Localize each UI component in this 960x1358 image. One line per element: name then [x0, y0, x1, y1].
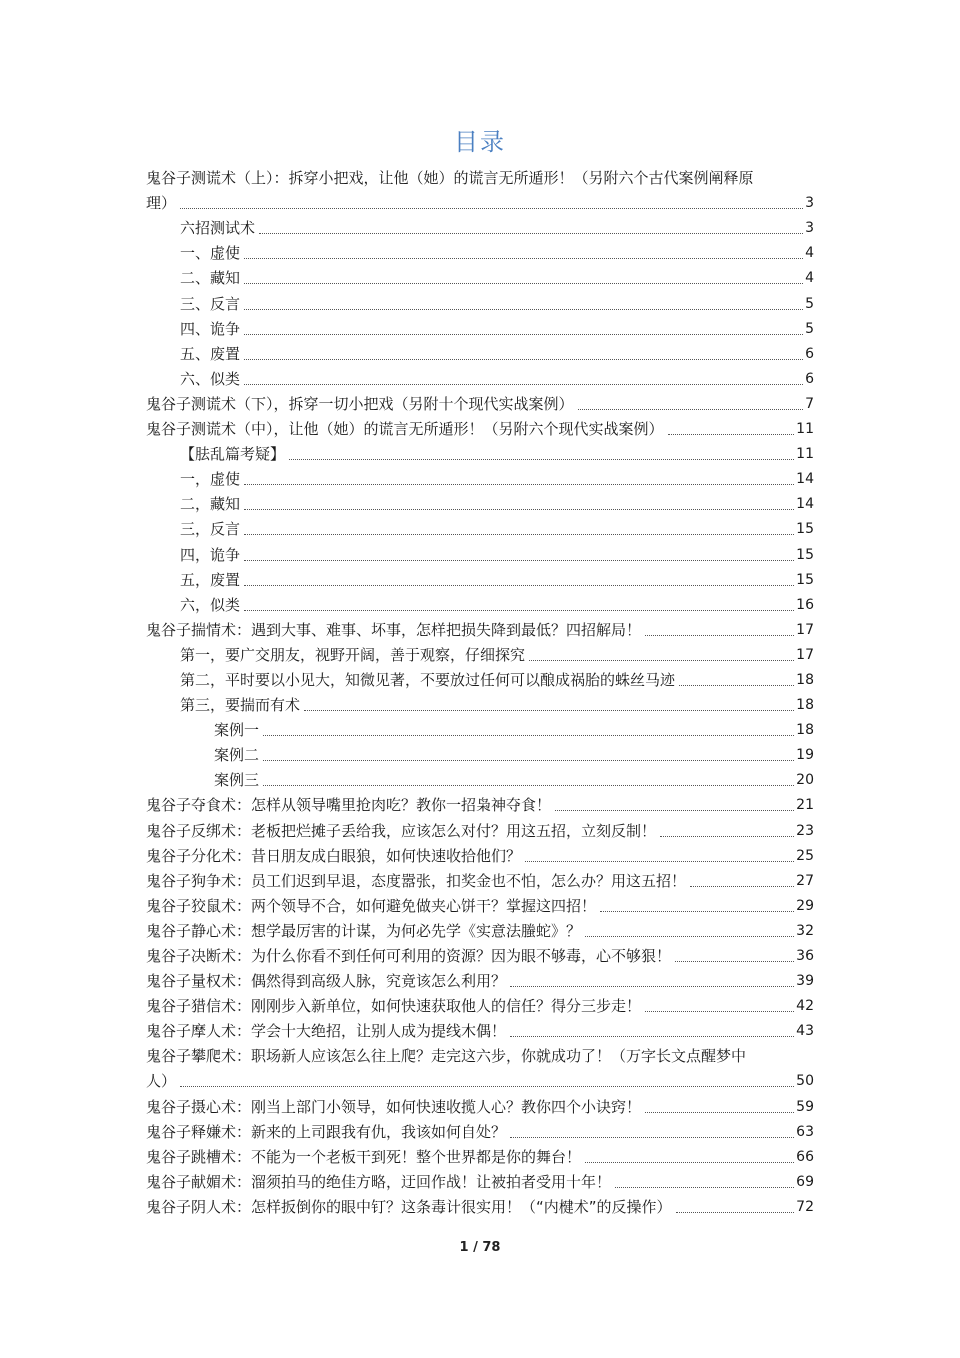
toc-leader-dots [263, 734, 794, 736]
toc-entry-title: 鬼谷子猎信术：刚刚步入新单位，如何快速获取他人的信任？得分三步走！ [146, 997, 642, 1016]
toc-entry-title: 四、诡争 [180, 319, 241, 338]
toc-entry-title: 第一，要广交朋友，视野开阔，善于观察，仔细探究 [180, 645, 526, 664]
toc-leader-dots [244, 609, 794, 611]
toc-leader-dots [244, 533, 794, 535]
toc-leader-dots [244, 358, 803, 360]
toc-entry-page: 15 [796, 571, 814, 588]
toc-entry[interactable] [146, 241, 814, 266]
toc-entry[interactable] [146, 593, 814, 618]
toc-entry[interactable] [146, 442, 814, 467]
toc-entry[interactable] [146, 793, 814, 818]
toc-entry[interactable] [146, 618, 814, 643]
toc-entry-title: 一、虚使 [180, 244, 241, 263]
toc-entry-title: 鬼谷子狡鼠术：两个领导不合，如何避免做夹心饼干？掌握这四招！ [146, 896, 597, 915]
toc-entry[interactable] [146, 1094, 814, 1119]
toc-entry-title: 二、藏知 [180, 269, 241, 288]
toc-entry[interactable] [146, 568, 814, 593]
toc-leader-dots [668, 433, 795, 435]
toc-entry-page: 36 [796, 948, 814, 964]
toc-entry-page: 6 [805, 345, 814, 362]
toc-leader-dots [244, 308, 803, 310]
toc-entry-title: 三、反言 [180, 294, 241, 313]
toc-entry[interactable] [146, 1145, 814, 1170]
toc-entry-page: 11 [796, 446, 814, 463]
toc-leader-dots [555, 809, 794, 811]
toc-entry[interactable] [146, 317, 814, 342]
toc-entry-title: 案例一 [214, 721, 260, 740]
toc-entry[interactable] [146, 1019, 814, 1044]
toc-leader-dots [180, 1085, 794, 1087]
toc-entry[interactable] [146, 1170, 814, 1195]
toc-entry-title: 鬼谷子测谎术（下），拆穿一切小把戏（另附十个现代实战案例） [146, 394, 574, 413]
toc-entry-page: 23 [796, 822, 814, 839]
toc-leader-dots [510, 985, 794, 987]
toc-entry-title: 鬼谷子夺食术：怎样从领导嘴里抢肉吃？教你一招枭神夺食！ [146, 796, 552, 815]
toc-entry[interactable] [146, 1120, 814, 1145]
toc-entry[interactable] [146, 994, 814, 1019]
toc-entry-page: 17 [796, 646, 814, 663]
toc-entry-page: 14 [796, 496, 814, 513]
toc-leader-dots [244, 584, 794, 586]
toc-entry[interactable] [146, 492, 814, 517]
toc-leader-dots [645, 1111, 794, 1113]
toc-entry-page: 32 [796, 922, 814, 939]
toc-leader-dots [578, 408, 804, 410]
toc-entry[interactable] [146, 191, 814, 216]
toc-leader-dots [676, 1211, 795, 1213]
toc-entry-title: 鬼谷子跳槽术：不能为一个老板干到死！整个世界都是你的舞台！ [146, 1147, 582, 1166]
toc-leader-dots [244, 483, 794, 485]
toc-entry-page: 25 [796, 847, 814, 864]
toc-entry-page: 18 [796, 671, 814, 688]
toc-entry[interactable] [146, 768, 814, 793]
toc-entry-page: 16 [796, 596, 814, 613]
toc-leader-dots [244, 257, 803, 259]
toc-leader-dots [529, 659, 794, 661]
toc-entry-page: 15 [796, 546, 814, 563]
toc-entry[interactable] [146, 869, 814, 894]
toc-entry-page: 4 [805, 270, 814, 287]
toc-entry-page: 5 [805, 295, 814, 312]
toc-entry-page: 42 [796, 998, 814, 1015]
toc-leader-dots [645, 1010, 794, 1012]
toc-entry-title: 鬼谷子量权术：偶然得到高级人脉，究竟该怎么利用？ [146, 972, 507, 991]
toc-entry-title: 案例三 [214, 771, 260, 790]
toc-entry-title: 六、似类 [180, 369, 241, 388]
toc-entry[interactable] [146, 944, 814, 969]
toc-entry-page: 11 [796, 421, 814, 438]
toc-entry[interactable] [146, 693, 814, 718]
toc-entry[interactable] [146, 969, 814, 994]
toc-entry[interactable] [146, 392, 814, 417]
toc-leader-dots [304, 709, 794, 711]
toc-entry-title: 鬼谷子揣情术：遇到大事、难事、坏事，怎样把损失降到最低？四招解局！ [146, 620, 642, 639]
toc-leader-dots [244, 282, 803, 284]
toc-leader-dots [244, 383, 803, 385]
toc-entry[interactable] [146, 517, 814, 542]
toc-entry[interactable] [146, 342, 814, 367]
toc-entry[interactable] [146, 367, 814, 392]
toc-entry[interactable] [146, 743, 814, 768]
toc-entry[interactable] [146, 216, 814, 241]
toc-entry-page: 7 [805, 395, 814, 412]
toc-entry[interactable] [146, 1195, 814, 1220]
toc-entry-page: 6 [805, 370, 814, 387]
toc-entry-title: 鬼谷子测谎术（上）：拆穿小把戏，让他（她）的谎言无所遁形！（另附六个古代案例阐释原 [146, 169, 754, 188]
toc-entry-page: 17 [796, 621, 814, 638]
toc-leader-dots [263, 759, 794, 761]
toc-entry-page: 19 [796, 747, 814, 764]
toc-leader-dots [585, 935, 794, 937]
toc-entry-page: 50 [796, 1073, 814, 1090]
toc-leader-dots [585, 1161, 794, 1163]
toc-leader-dots [679, 684, 794, 686]
toc-entry[interactable] [146, 643, 814, 668]
toc-entry-page: 72 [796, 1198, 814, 1215]
toc-entry-title: 鬼谷子摩人术：学会十大绝招，让别人成为提线木偶！ [146, 1022, 507, 1041]
toc-entry-page: 63 [796, 1123, 814, 1140]
toc-entry[interactable] [146, 467, 814, 492]
toc-entry-title: 三，反言 [180, 520, 241, 539]
toc-entry[interactable] [146, 1069, 814, 1094]
toc-entry[interactable] [146, 894, 814, 919]
toc-entry-title: 六招测试术 [180, 219, 256, 238]
toc-entry-title: 鬼谷子狗争术：员工们迟到早退，态度嚣张，扣奖金也不怕，怎么办？用这五招！ [146, 871, 687, 890]
toc-entry[interactable] [146, 542, 814, 567]
toc-entry-title: 五，废置 [180, 570, 241, 589]
toc-leader-dots [615, 1186, 794, 1188]
toc-entry-page: 14 [796, 471, 814, 488]
toc-entry-page: 21 [796, 797, 814, 814]
toc-entry-page: 27 [796, 872, 814, 889]
toc-entry-title: 鬼谷子分化术：昔日朋友成白眼狼，如何快速收拾他们？ [146, 846, 522, 865]
toc-entry[interactable] [146, 166, 814, 191]
toc-entry-title: 鬼谷子静心术：想学最厉害的计谋，为何必先学《实意法螣蛇》？ [146, 921, 582, 940]
document-title: 目录 [454, 128, 506, 156]
toc-entry-page: 29 [796, 897, 814, 914]
toc-entry-page: 69 [796, 1173, 814, 1190]
toc-leader-dots [180, 207, 803, 209]
toc-entry-title: 案例二 [214, 746, 260, 765]
toc-entry-title: 第三，要揣而有术 [180, 696, 301, 715]
toc-entry-title: 六，似类 [180, 595, 241, 614]
toc-leader-dots [675, 960, 794, 962]
toc-entry-title: 鬼谷子释嫌术：新来的上司跟我有仇，我该如何自处？ [146, 1122, 507, 1141]
toc-entry-title: 【胠乱篇考疑】 [180, 445, 286, 464]
table-of-contents [146, 166, 814, 1220]
toc-leader-dots [600, 910, 794, 912]
toc-entry-page: 4 [805, 245, 814, 262]
toc-entry-title: 鬼谷子测谎术（中），让他（她）的谎言无所遁形！（另附六个现代实战案例） [146, 420, 664, 439]
toc-entry-title: 鬼谷子反绑术：老板把烂摊子丢给我，应该怎么对付？用这五招，立刻反制！ [146, 821, 657, 840]
toc-leader-dots [510, 1136, 794, 1138]
page-indicator: 1 / 78 [459, 1240, 501, 1255]
toc-leader-dots [525, 860, 794, 862]
toc-leader-dots [690, 885, 794, 887]
toc-entry-page: 20 [796, 772, 814, 789]
toc-entry-page: 66 [796, 1148, 814, 1165]
toc-entry-title: 第二，平时要以小见大，知微见著，不要放过任何可以酿成祸胎的蛛丝马迹 [180, 670, 676, 689]
toc-entry-page: 39 [796, 973, 814, 990]
toc-entry[interactable] [146, 818, 814, 843]
toc-entry-title: 一，虚使 [180, 470, 241, 489]
toc-entry[interactable] [146, 417, 814, 442]
toc-entry-title: 二，藏知 [180, 495, 241, 514]
toc-entry-page: 3 [805, 220, 814, 237]
toc-leader-dots [645, 634, 794, 636]
toc-entry[interactable] [146, 668, 814, 693]
toc-entry[interactable] [146, 919, 814, 944]
toc-entry-title: 四，诡争 [180, 545, 241, 564]
toc-entry[interactable] [146, 291, 814, 316]
toc-entry-page: 43 [796, 1023, 814, 1040]
toc-entry-page: 3 [805, 195, 814, 212]
toc-leader-dots [289, 458, 794, 460]
toc-entry[interactable] [146, 844, 814, 869]
toc-entry-page: 5 [805, 320, 814, 337]
toc-entry-page: 18 [796, 697, 814, 714]
toc-entry[interactable] [146, 718, 814, 743]
toc-entry-title: 理） [146, 194, 177, 213]
toc-entry-title: 人） [146, 1072, 177, 1091]
toc-leader-dots [510, 1035, 794, 1037]
toc-leader-dots [259, 232, 803, 234]
toc-leader-dots [660, 835, 794, 837]
toc-entry-title: 鬼谷子决断术：为什么你看不到任何可利用的资源？因为眼不够毒，心不够狠！ [146, 947, 672, 965]
toc-entry[interactable] [146, 266, 814, 291]
toc-leader-dots [244, 333, 803, 335]
toc-entry[interactable] [146, 1044, 814, 1069]
toc-leader-dots [244, 508, 794, 510]
toc-leader-dots [244, 559, 794, 561]
toc-entry-title: 五、废置 [180, 344, 241, 363]
toc-entry-title: 鬼谷子攀爬术：职场新人应该怎么往上爬？走完这六步，你就成功了！（万字长文点醒梦中 [146, 1047, 747, 1066]
toc-entry-title: 鬼谷子献媚术：溜须拍马的绝佳方略，迂回作战！让被拍者受用十年！ [146, 1172, 612, 1191]
toc-entry-title: 鬼谷子摄心术：刚当上部门小领导，如何快速收揽人心？教你四个小诀窍！ [146, 1097, 642, 1116]
toc-leader-dots [263, 784, 794, 786]
toc-entry-page: 15 [796, 521, 814, 538]
toc-entry-page: 18 [796, 722, 814, 739]
toc-entry-title: 鬼谷子阴人术：怎样扳倒你的眼中钉？这条毒计很实用！（“内楗术”的反操作） [146, 1197, 672, 1216]
toc-entry-page: 59 [796, 1098, 814, 1115]
